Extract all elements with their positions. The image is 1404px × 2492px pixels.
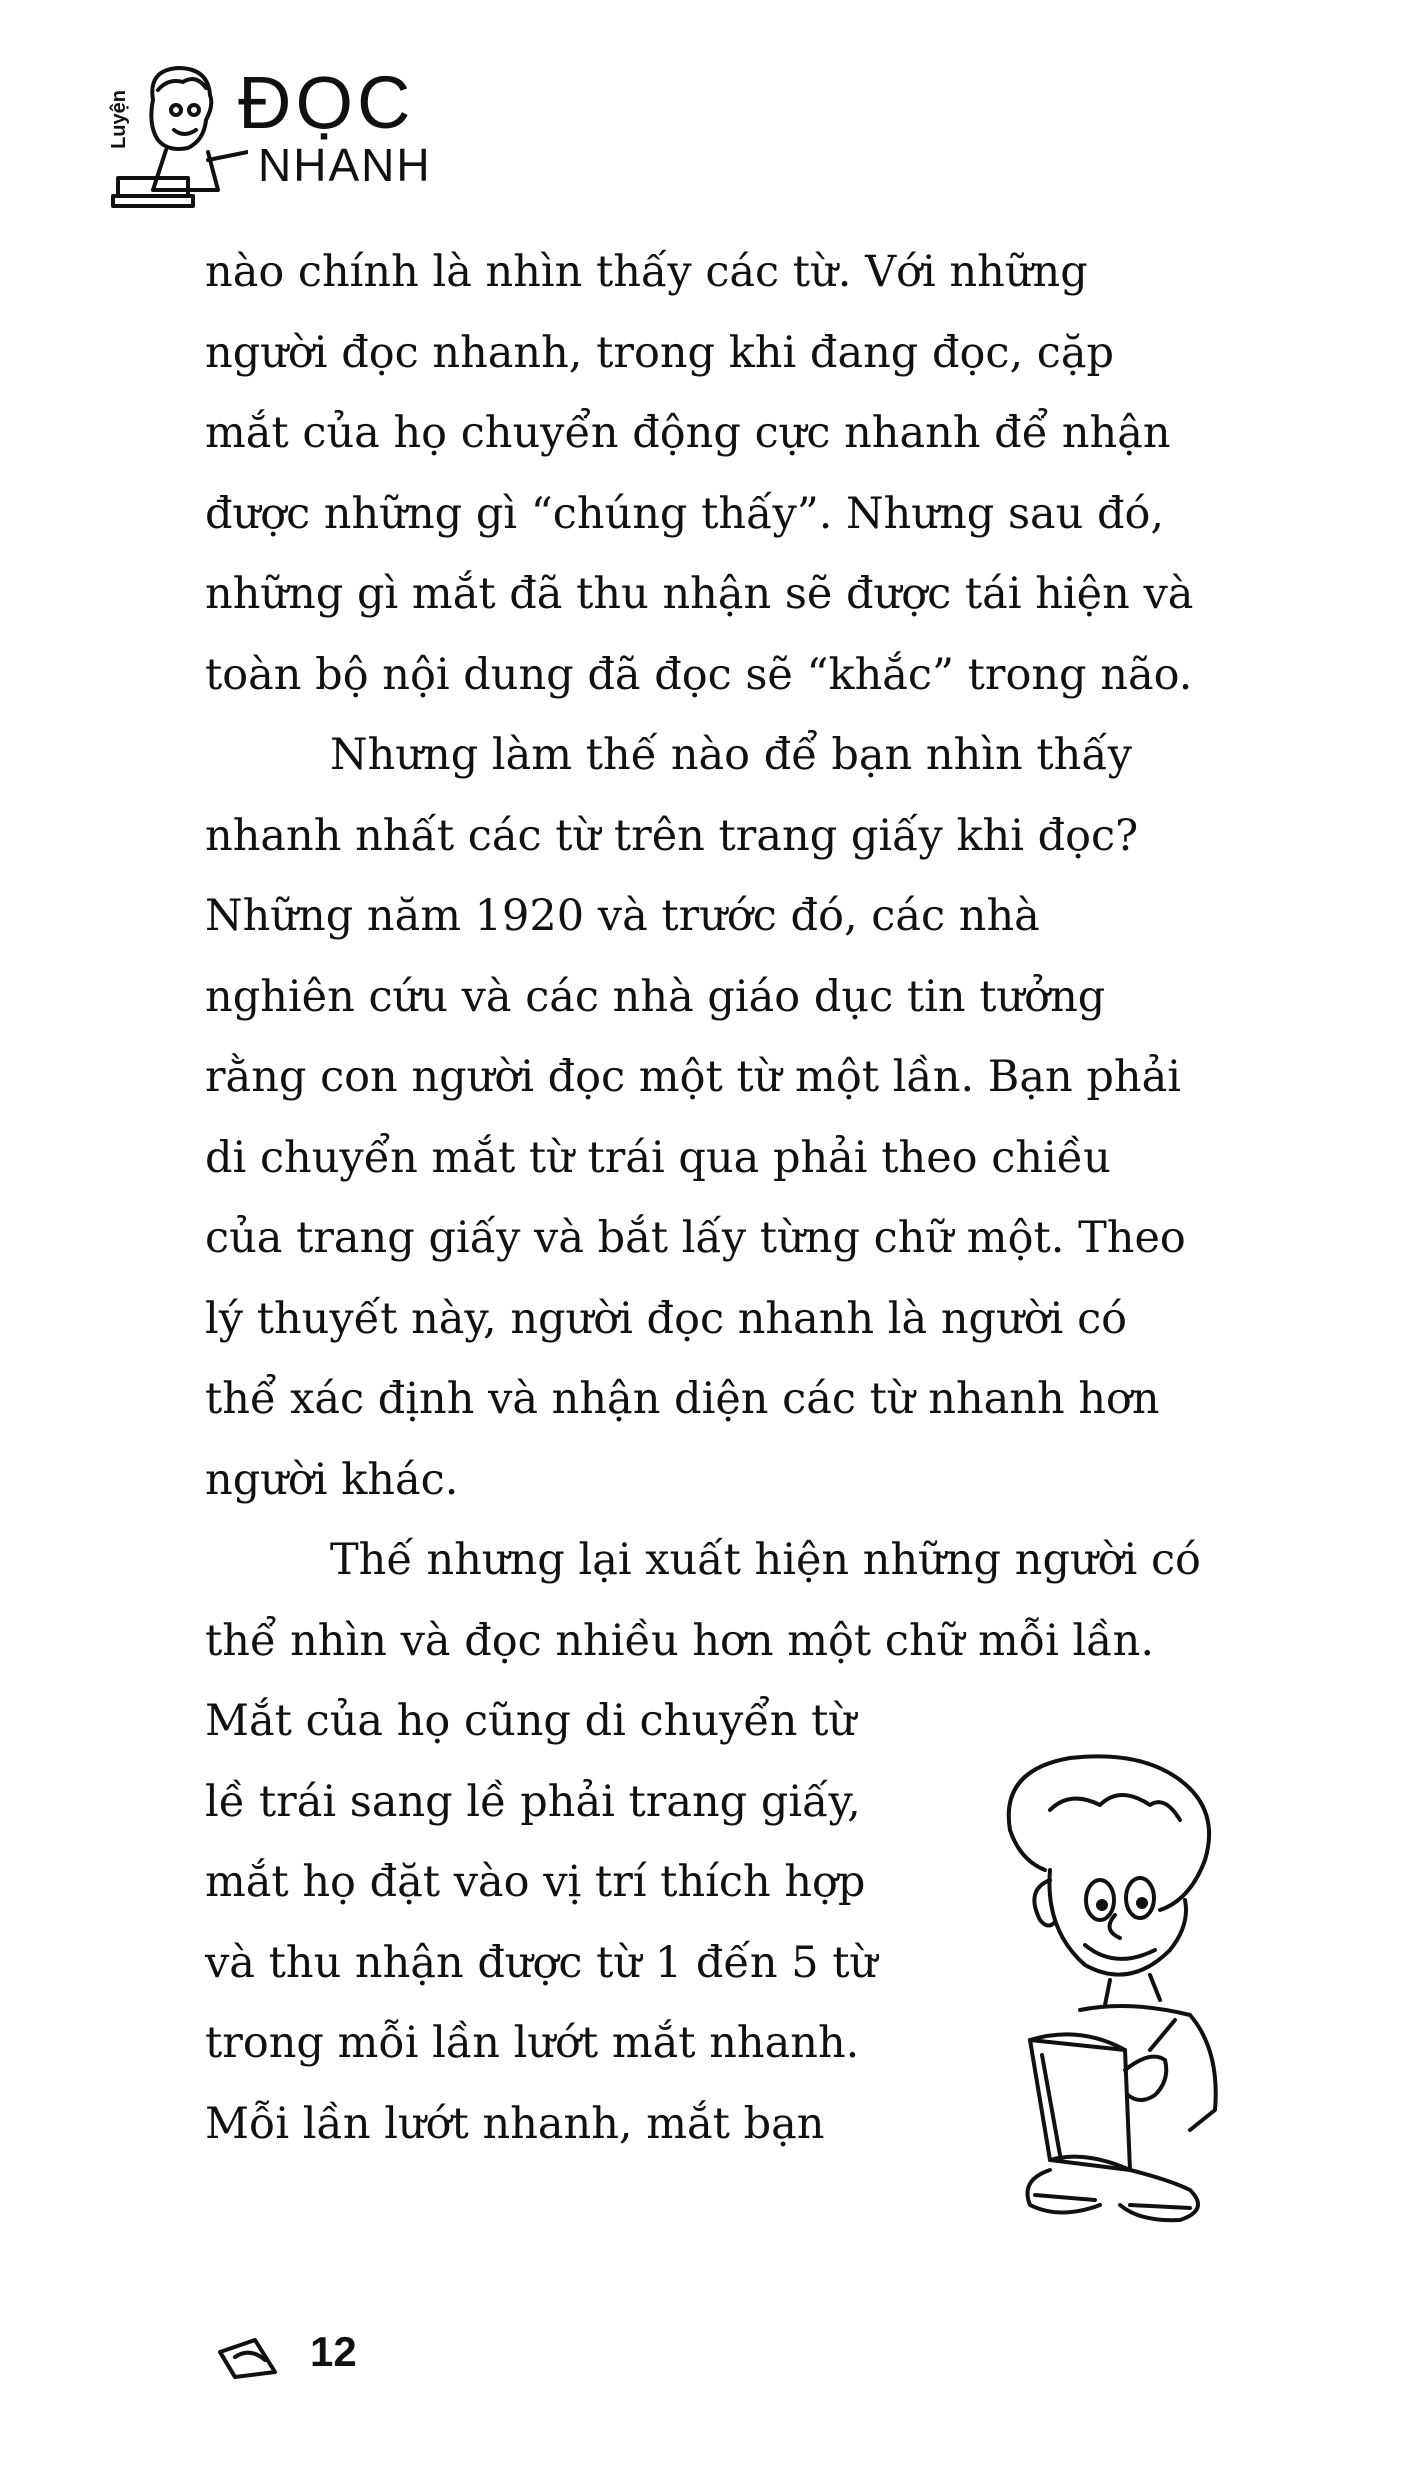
text-line: Mỗi lần lướt nhanh, mắt bạn <box>205 2098 825 2149</box>
text-line: nào chính là nhìn thấy các từ. Với những <box>205 247 1088 297</box>
text-line: người khác. <box>205 1454 459 1505</box>
text-line: những gì mắt đã thu nhận sẽ được tái hiện và <box>205 569 1194 619</box>
text-line: nhanh nhất các từ trên trang giấy khi đọc? <box>205 810 1139 861</box>
text-line: Nhưng làm thế nào để bạn nhìn thấy <box>330 730 1133 780</box>
text-line: của trang giấy và bắt lấy từng chữ một. Theo <box>205 1213 1186 1263</box>
text-line: mắt của họ chuyển động cực nhanh để nhận <box>205 408 1171 458</box>
logo-boy-icon <box>108 60 248 220</box>
book-logo <box>108 60 432 220</box>
logo-title: ĐỌC <box>238 61 415 144</box>
page-number: 12 <box>310 2328 357 2375</box>
text-line: Những năm 1920 và trước đó, các nhà <box>205 891 1040 941</box>
text-line: trong mỗi lần lướt mắt nhanh. <box>205 2018 860 2068</box>
text-line: Mắt của họ cũng di chuyển từ <box>205 1696 857 1746</box>
boy-reading-illustration <box>990 1750 1260 2230</box>
text-line: nghiên cứu và các nhà giáo dục tin tưởng <box>205 971 1106 1022</box>
text-line: được những gì “chúng thấy”. Nhưng sau đó, <box>205 488 1165 539</box>
text-line: toàn bộ nội dung đã đọc sẽ “khắc” trong não. <box>205 649 1193 700</box>
text-line: rằng con người đọc một từ một lần. Bạn phải <box>205 1052 1182 1102</box>
logo-vertical-text: Luyện <box>108 90 130 149</box>
text-line: mắt họ đặt vào vị trí thích hợp <box>205 1857 866 1907</box>
text-line: lề trái sang lề phải trang giấy, <box>205 1776 861 1827</box>
text-line: người đọc nhanh, trong khi đang đọc, cặp <box>205 327 1115 378</box>
paragraph-1 <box>205 232 1235 715</box>
text-line: và thu nhận được từ 1 đến 5 từ <box>205 1937 878 1988</box>
text-line: di chuyển mắt từ trái qua phải theo chiều <box>205 1132 1111 1183</box>
text-line: Thế nhưng lại xuất hiện những người có <box>330 1535 1201 1585</box>
text-line: thể nhìn và đọc nhiều hơn một chữ mỗi lần. <box>205 1615 1154 1666</box>
logo-subtitle: NHANH <box>258 139 432 191</box>
paragraph-2 <box>205 715 1235 1520</box>
text-line: thể xác định và nhận diện các từ nhanh hơn <box>205 1374 1160 1424</box>
text-line: lý thuyết này, người đọc nhanh là người có <box>205 1293 1128 1344</box>
reading-eye-icon <box>215 2332 285 2382</box>
